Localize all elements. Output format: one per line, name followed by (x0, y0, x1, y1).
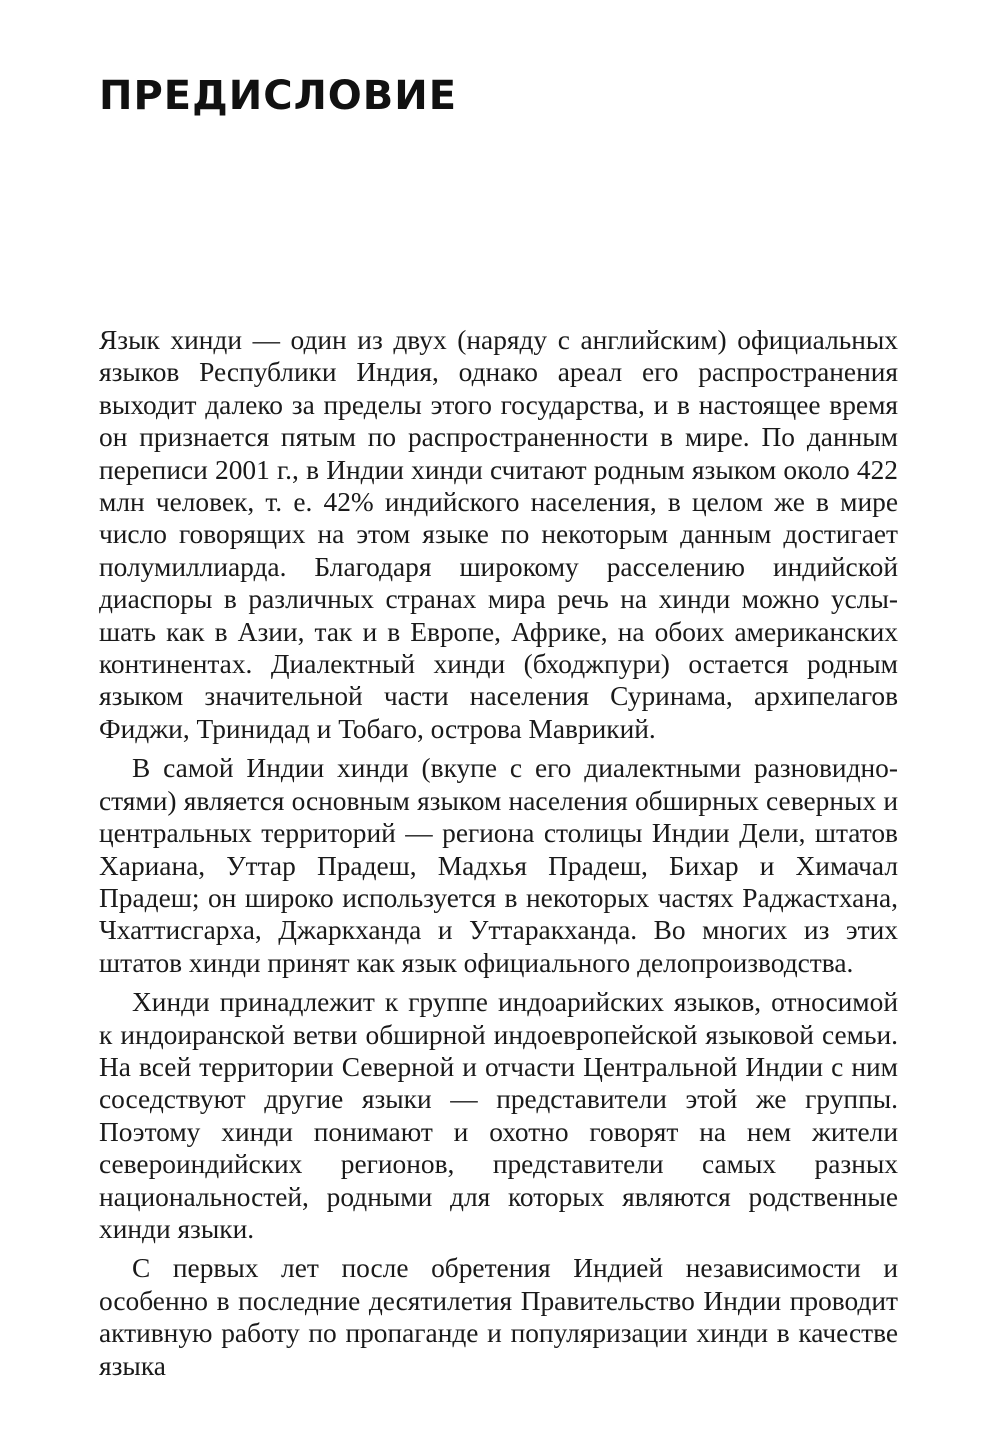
paragraph-3: Хинди принадлежит к группе индоарийских языков, относимой к индоиранской ветви обширной индоевропейской языковой семьи. На всей территории Северной и отчасти Центральной Индии с ним соседствуют другие языки — представители этой же группы. Поэтому хинди понимают и охотно говорят на нем жители североиндийских регионов, представители самых разных национальностей, родными для которых являются родственные хинди языки. (99, 987, 898, 1244)
paragraph-1: Язык хинди — один из двух (наряду с английским) официальных языков Республики Индия, однако ареал его распространения выходит далеко за пределы этого государства, и в настоящее время он признается пятым по распространенности в мире. По данным переписи 2001 г., в Индии хинди считают родным языком около 422 млн человек, т. е. 42% индийского населения, в целом же в мире число говорящих на этом языке по некоторым данным достигает полумиллиарда. Благодаря широкому расселению индийской диаспоры в различных странах мира речь на хинди можно услышать как в Азии, так и в Европе, Африке, на обоих американских континентах. Диалектный хинди (бходжпури) остается родным языком значительной части населения Суринама, архипелагов Фиджи, Тринидад и Тобаго, острова Маврикий. (99, 325, 898, 744)
paragraph-4: С первых лет после обретения Индией независимости и особенно в последние десятилетия Правительство Индии проводит активную работу по пропаганде и популяризации хинди в качестве языка (99, 1253, 898, 1381)
paragraph-2: В самой Индии хинди (вкупе с его диалектными разновидностями) является основным языком населения обширных северных и центральных территорий — региона столицы Индии Дели, штатов Хариана, Уттар Прадеш, Мадхья Прадеш, Бихар и Химачал Прадеш; он широко используется в некоторых частях Раджастхана, Чхаттисгарха, Джаркханда и Уттаракханда. Во многих из этих штатов хинди принят как язык официального делопроизводства. (99, 753, 898, 978)
preface-body (99, 324, 898, 1389)
page-title: ПРЕДИСЛОВИЕ (99, 73, 458, 119)
